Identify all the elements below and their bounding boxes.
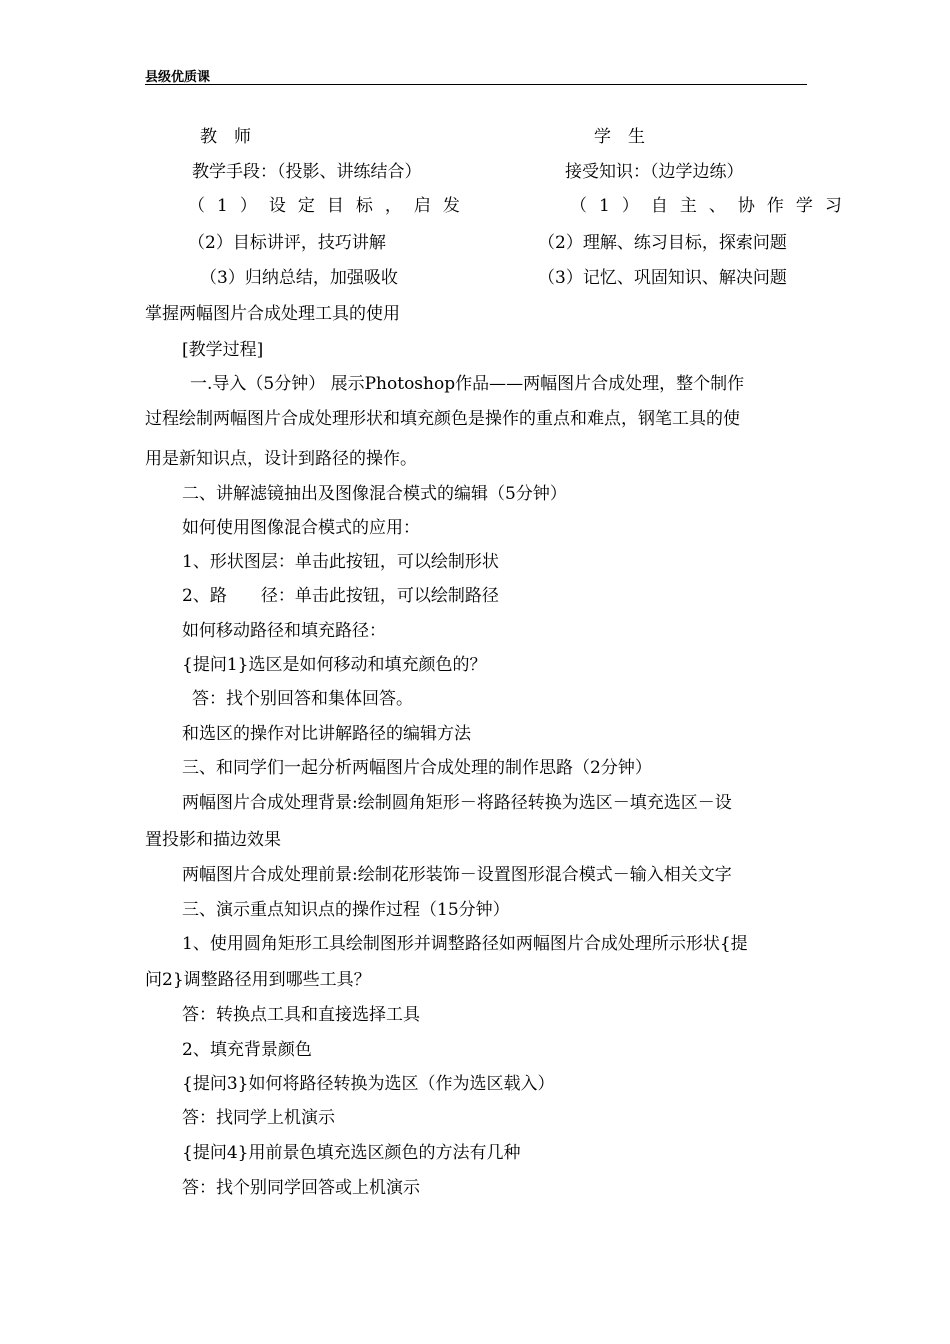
- student-row-2: （1）自主、协作学习: [570, 196, 854, 216]
- teacher-row-4: （3）归纳总结，加强吸收: [200, 268, 398, 288]
- body-line-6: 1、形状图层：单击此按钮，可以绘制形状: [182, 552, 499, 572]
- body-line-1: 一.导入（5分钟） 展示Photoshop作品——两幅图片合成处理，整个制作: [190, 374, 745, 394]
- body-line-15: 两幅图片合成处理前景:绘制花形装饰－设置图形混合模式－输入相关文字: [182, 865, 732, 885]
- body-line-5: 如何使用图像混合模式的应用：: [182, 518, 420, 538]
- body-line-21: {提问3}如何将路径转换为选区（作为选区载入）: [182, 1074, 555, 1094]
- student-heading: 学 生: [594, 127, 645, 147]
- header-divider: [145, 84, 807, 85]
- body-line-3: 用是新知识点，设计到路径的操作。: [145, 449, 417, 469]
- body-line-18: 问2}调整路径用到哪些工具？: [145, 970, 371, 990]
- body-line-11: 和选区的操作对比讲解路径的编辑方法: [182, 724, 471, 744]
- body-line-14: 置投影和描边效果: [145, 830, 281, 850]
- body-line-10: 答：找个别回答和集体回答。: [192, 689, 413, 709]
- teacher-heading: 教 师: [200, 127, 251, 147]
- teacher-row-1: 教学手段：（投影、讲练结合）: [192, 162, 422, 182]
- body-line-4: 二、讲解滤镜抽出及图像混合模式的编辑（5分钟）: [182, 484, 567, 504]
- teacher-row-3: （2）目标讲评，技巧讲解: [188, 233, 386, 253]
- body-line-7: 2、路 径：单击此按钮，可以绘制路径: [182, 586, 499, 606]
- body-line-20: 2、填充背景颜色: [182, 1040, 312, 1060]
- body-line-16: 三、演示重点知识点的操作过程（15分钟）: [182, 900, 510, 920]
- body-line-17: 1、使用圆角矩形工具绘制图形并调整路径如两幅图片合成处理所示形状{提: [182, 934, 748, 954]
- body-line-8: 如何移动路径和填充路径：: [182, 621, 386, 641]
- student-row-4: （3）记忆、巩固知识、解决问题: [538, 268, 787, 288]
- body-line-2: 过程绘制两幅图片合成处理形状和填充颜色是操作的重点和难点，钢笔工具的使: [145, 409, 740, 429]
- body-line-19: 答：转换点工具和直接选择工具: [182, 1005, 420, 1025]
- teacher-row-2: （1）设定目标，启发: [188, 196, 472, 216]
- body-line-9: {提问1}选区是如何移动和填充颜色的？: [182, 655, 487, 675]
- body-line-13: 两幅图片合成处理背景:绘制圆角矩形－将路径转换为选区－填充选区－设: [182, 793, 732, 813]
- teaching-goal: 掌握两幅图片合成处理工具的使用: [145, 304, 400, 324]
- student-row-3: （2）理解、练习目标，探索问题: [538, 233, 787, 253]
- process-title: [教学过程]: [182, 340, 264, 360]
- body-line-12: 三、和同学们一起分析两幅图片合成处理的制作思路（2分钟）: [182, 758, 652, 778]
- body-line-24: 答：找个别同学回答或上机演示: [182, 1178, 420, 1198]
- page-header-title: 县级优质课: [145, 70, 211, 85]
- body-line-23: {提问4}用前景色填充选区颜色的方法有几种: [182, 1143, 521, 1163]
- body-line-22: 答：找同学上机演示: [182, 1108, 335, 1128]
- student-row-1: 接受知识：（边学边练）: [565, 162, 744, 182]
